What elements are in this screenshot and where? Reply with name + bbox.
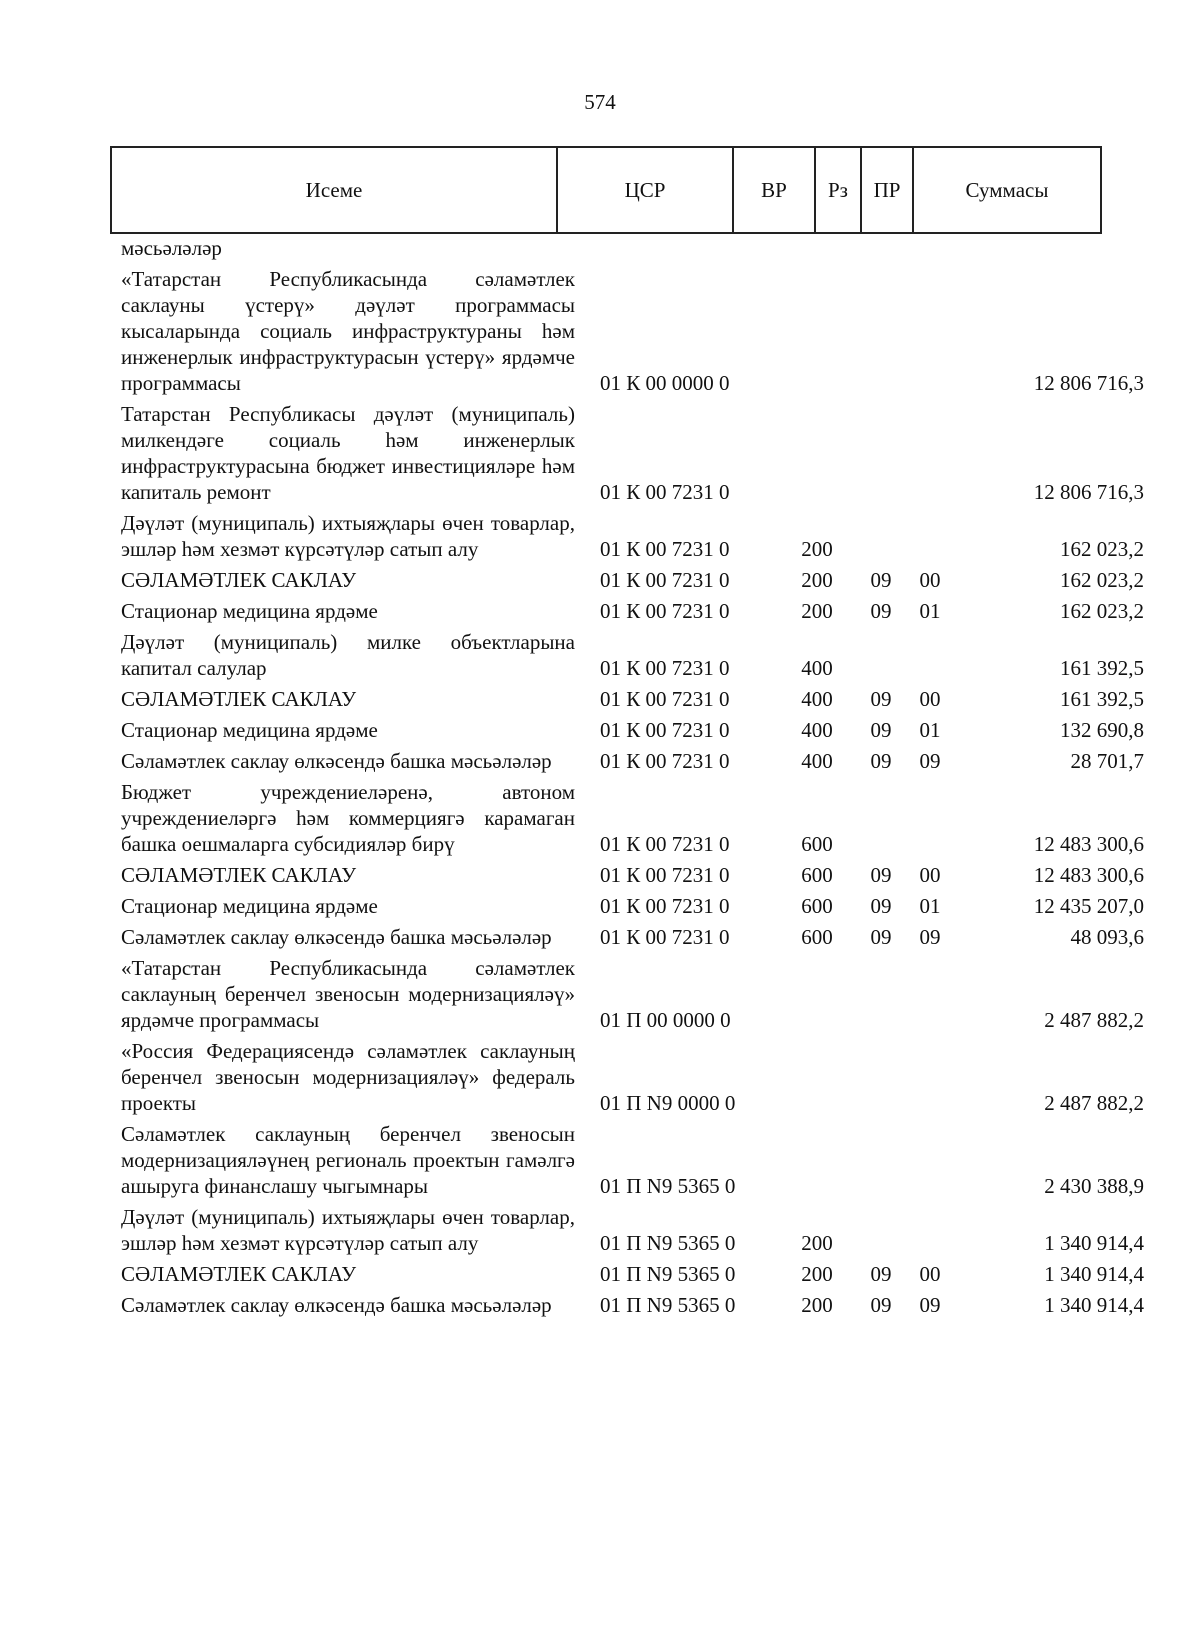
table-row <box>110 1036 1160 1119</box>
cell-csr: 01 К 00 7231 0 <box>600 656 730 680</box>
cell-sum: 12 435 207,0 <box>1033 894 1144 918</box>
header-rz: Рз <box>815 147 861 233</box>
cell-sum: 1 340 914,4 <box>1044 1262 1144 1286</box>
page-number: 574 <box>584 90 616 114</box>
cell-vr: 200 <box>801 1293 833 1317</box>
cell-sum: 12 806 716,3 <box>1033 371 1144 395</box>
cell-name: СӘЛАМӘТЛЕК САКЛАУ <box>121 568 357 592</box>
cell-pr <box>904 1202 956 1259</box>
cell-vr: 600 <box>801 832 833 856</box>
table-row <box>110 627 1160 684</box>
cell-pr: 00 <box>919 687 941 711</box>
cell-vr: 400 <box>801 749 833 773</box>
cell-vr <box>776 953 858 1036</box>
cell-rz: 09 <box>870 718 892 742</box>
budget-table <box>110 233 1160 1321</box>
cell-pr: 09 <box>919 749 941 773</box>
cell-pr: 09 <box>919 925 941 949</box>
cell-pr <box>904 627 956 684</box>
header-csr: ЦСР <box>557 147 733 233</box>
cell-vr <box>776 399 858 508</box>
cell-sum: 48 093,6 <box>1070 925 1144 949</box>
cell-pr <box>904 399 956 508</box>
cell-name: СӘЛАМӘТЛЕК САКЛАУ <box>121 1262 357 1286</box>
cell-sum: 1 340 914,4 <box>1044 1231 1144 1255</box>
cell-name: Татарстан Республикасы дәүләт (муниципаль) милкендәге социаль һәм инженерлык инфраструктурасына бюджет инвестицияләре һәм капиталь ремонт <box>121 402 575 504</box>
header-vr: ВР <box>733 147 815 233</box>
cell-csr: 01 К 00 7231 0 <box>600 480 730 504</box>
cell-pr <box>904 777 956 860</box>
cell-rz: 09 <box>870 568 892 592</box>
cell-name: СӘЛАМӘТЛЕК САКЛАУ <box>121 687 357 711</box>
cell-sum: 1 340 914,4 <box>1044 1293 1144 1317</box>
table-row <box>110 264 1160 399</box>
table-row <box>110 891 1160 922</box>
cell-vr <box>776 1119 858 1202</box>
cell-vr: 200 <box>801 1231 833 1255</box>
header-name: Исеме <box>111 147 557 233</box>
cell-sum: 2 430 388,9 <box>1044 1174 1144 1198</box>
cell-rz <box>858 1202 904 1259</box>
cell-rz <box>858 1036 904 1119</box>
table-row <box>110 715 1160 746</box>
cell-name: Сәламәтлек саклау өлкәсендә башка мәсьәләләр <box>121 1293 552 1317</box>
cell-rz <box>858 264 904 399</box>
cell-vr: 600 <box>801 863 833 887</box>
cell-name: СӘЛАМӘТЛЕК САКЛАУ <box>121 863 357 887</box>
cell-pr: 01 <box>919 718 941 742</box>
cell-pr: 01 <box>919 599 941 623</box>
cell-vr: 200 <box>801 537 833 561</box>
cell-rz <box>858 953 904 1036</box>
cell-rz <box>858 233 904 264</box>
cell-vr: 600 <box>801 894 833 918</box>
cell-vr <box>776 233 858 264</box>
cell-vr: 200 <box>801 568 833 592</box>
cell-pr <box>904 953 956 1036</box>
table-row <box>110 684 1160 715</box>
cell-csr <box>586 233 776 264</box>
cell-csr: 01 П 00 0000 0 <box>600 1008 731 1032</box>
cell-name: Дәүләт (муниципаль) ихтыяҗлары өчен товарлар, эшләр һәм хезмәт күрсәтүләр сатып алу <box>121 1205 575 1255</box>
table-row <box>110 1259 1160 1290</box>
table-row <box>110 508 1160 565</box>
cell-name: Дәүләт (муниципаль) ихтыяҗлары өчен товарлар, эшләр һәм хезмәт күрсәтүләр сатып алу <box>121 511 575 561</box>
cell-sum: 28 701,7 <box>1070 749 1144 773</box>
table-row <box>110 565 1160 596</box>
cell-name: Сәламәтлек саклау өлкәсендә башка мәсьәләләр <box>121 749 552 773</box>
cell-name: Сәламәтлек саклау өлкәсендә башка мәсьәләләр <box>121 925 552 949</box>
cell-rz: 09 <box>870 1262 892 1286</box>
cell-sum: 12 806 716,3 <box>1033 480 1144 504</box>
cell-rz <box>858 508 904 565</box>
header-sum: Суммасы <box>913 147 1101 233</box>
cell-pr <box>904 233 956 264</box>
cell-rz <box>858 627 904 684</box>
cell-sum: 12 483 300,6 <box>1033 863 1144 887</box>
cell-sum: 162 023,2 <box>1060 537 1144 561</box>
cell-name: Стационар медицина ярдәме <box>121 718 378 742</box>
cell-rz: 09 <box>870 894 892 918</box>
cell-sum: 132 690,8 <box>1060 718 1144 742</box>
cell-csr: 01 П N9 0000 0 <box>600 1091 736 1115</box>
cell-sum: 162 023,2 <box>1060 599 1144 623</box>
cell-pr <box>904 508 956 565</box>
cell-sum: 161 392,5 <box>1060 656 1144 680</box>
cell-rz <box>858 399 904 508</box>
cell-rz <box>858 777 904 860</box>
cell-sum: 12 483 300,6 <box>1033 832 1144 856</box>
table-row <box>110 1290 1160 1321</box>
cell-name: «Татарстан Республикасында сәламәтлек саклауны үстерү» дәүләт программасы кысаларында социаль инфраструктураны һәм инженерлык инфраструктурасын үстерү» ярдәмче программасы <box>121 267 575 395</box>
cell-pr <box>904 264 956 399</box>
table-row <box>110 233 1160 264</box>
table-row <box>110 953 1160 1036</box>
cell-pr: 01 <box>919 894 941 918</box>
cell-sum: 162 023,2 <box>1060 568 1144 592</box>
cell-vr: 200 <box>801 1262 833 1286</box>
header-pr: ПР <box>861 147 913 233</box>
cell-name: мәсьәләләр <box>121 236 222 260</box>
cell-pr: 00 <box>919 1262 941 1286</box>
cell-csr: 01 К 00 7231 0 <box>600 687 730 711</box>
cell-vr: 400 <box>801 718 833 742</box>
cell-csr: 01 П N9 5365 0 <box>600 1174 736 1198</box>
cell-csr: 01 К 00 7231 0 <box>600 749 730 773</box>
cell-csr: 01 К 00 7231 0 <box>600 832 730 856</box>
cell-name: Сәламәтлек саклауның беренчел звеносын модернизацияләүнең региональ проектын гамәлгә ашыруга финанслашу чыгымнары <box>121 1122 575 1198</box>
cell-name: «Татарстан Республикасында сәламәтлек саклауның беренчел звеносын модернизацияләү» ярдәмче программасы <box>121 956 575 1032</box>
cell-csr: 01 К 00 7231 0 <box>600 863 730 887</box>
table-row <box>110 922 1160 953</box>
cell-sum: 2 487 882,2 <box>1044 1091 1144 1115</box>
cell-name: Стационар медицина ярдәме <box>121 599 378 623</box>
table-row <box>110 860 1160 891</box>
cell-rz: 09 <box>870 925 892 949</box>
cell-name: Дәүләт (муниципаль) милке объектларына капитал салулар <box>121 630 575 680</box>
cell-vr: 600 <box>801 925 833 949</box>
table-row <box>110 596 1160 627</box>
table-header <box>110 146 1102 234</box>
cell-rz: 09 <box>870 687 892 711</box>
table-row <box>110 746 1160 777</box>
table-row <box>110 1119 1160 1202</box>
cell-pr: 00 <box>919 568 941 592</box>
table-row <box>110 777 1160 860</box>
cell-rz: 09 <box>870 1293 892 1317</box>
cell-sum: 2 487 882,2 <box>1044 1008 1144 1032</box>
cell-sum <box>956 233 1160 264</box>
cell-pr <box>904 1119 956 1202</box>
table-row <box>110 1202 1160 1259</box>
cell-pr: 00 <box>919 863 941 887</box>
cell-vr: 400 <box>801 656 833 680</box>
cell-csr: 01 К 00 0000 0 <box>600 371 730 395</box>
cell-vr <box>776 264 858 399</box>
cell-csr: 01 К 00 7231 0 <box>600 718 730 742</box>
table-row <box>110 399 1160 508</box>
cell-rz <box>858 1119 904 1202</box>
cell-name: «Россия Федерациясендә сәламәтлек саклауның беренчел звеносын модернизацияләү» федераль проекты <box>121 1039 575 1115</box>
cell-csr: 01 К 00 7231 0 <box>600 599 730 623</box>
cell-csr: 01 К 00 7231 0 <box>600 925 730 949</box>
cell-csr: 01 К 00 7231 0 <box>600 894 730 918</box>
cell-pr: 09 <box>919 1293 941 1317</box>
cell-vr: 400 <box>801 687 833 711</box>
cell-sum: 161 392,5 <box>1060 687 1144 711</box>
cell-name: Стационар медицина ярдәме <box>121 894 378 918</box>
cell-vr: 200 <box>801 599 833 623</box>
cell-name: Бюджет учреждениеләренә, автоном учреждениеләргә һәм коммерциягә карамаган башка оешмаларга субсидияләр бирү <box>121 780 575 856</box>
cell-rz: 09 <box>870 599 892 623</box>
cell-rz: 09 <box>870 749 892 773</box>
cell-csr: 01 П N9 5365 0 <box>600 1293 736 1317</box>
cell-rz: 09 <box>870 863 892 887</box>
cell-csr: 01 К 00 7231 0 <box>600 568 730 592</box>
cell-csr: 01 П N9 5365 0 <box>600 1231 736 1255</box>
cell-csr: 01 П N9 5365 0 <box>600 1262 736 1286</box>
cell-pr <box>904 1036 956 1119</box>
cell-csr: 01 К 00 7231 0 <box>600 537 730 561</box>
cell-vr <box>776 1036 858 1119</box>
